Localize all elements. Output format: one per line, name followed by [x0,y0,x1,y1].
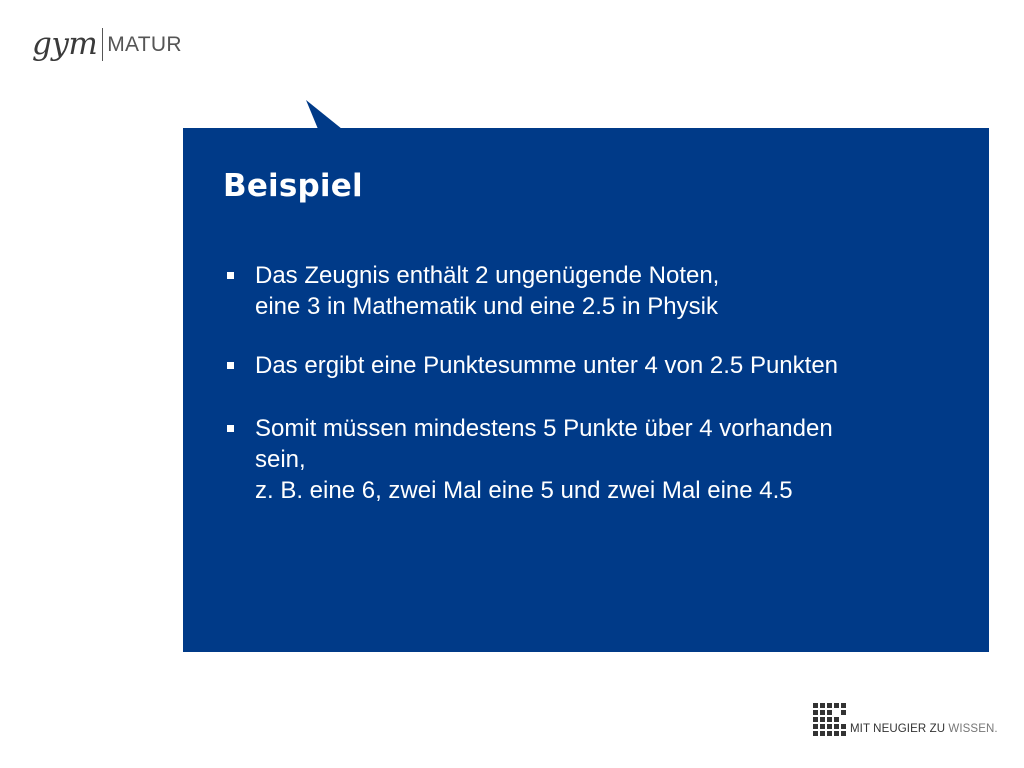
square-bullet-icon [227,362,234,369]
panel-title: Beispiel [223,168,363,204]
tagline-strong: MIT NEUGIER ZU [850,722,946,735]
tagline [850,724,998,737]
bullet-text [255,350,838,381]
bullet-item [227,413,967,506]
bullet-item [227,260,967,322]
square-bullet-icon [227,272,234,279]
square-bullet-icon [227,425,234,432]
dot-grid-dot [834,724,839,729]
bullet-line: eine 3 in Mathematik und eine 2.5 in Physik [255,293,718,320]
dot-grid-dot [834,731,839,736]
dot-grid-dot [813,710,818,715]
dot-grid-dot [841,724,846,729]
logo-gym-text: gym [32,25,98,62]
bullet-line: Das Zeugnis enthält 2 ungenügende Noten, [255,262,720,289]
dot-grid-dot [827,724,832,729]
dot-grid-dot [820,717,825,722]
dot-grid-dot [827,717,832,722]
dot-grid-dot [813,724,818,729]
logo-matur-text: MATUR [107,32,182,56]
dot-grid-dot [820,710,825,715]
dot-grid-dot [813,731,818,736]
bullet-line: sein, [255,446,306,473]
dot-grid-dot [827,710,832,715]
bullet-text [255,413,833,506]
bullet-item [227,350,967,381]
example-panel [183,128,989,652]
dot-grid-dot [813,703,818,708]
dot-grid-dot [827,731,832,736]
dot-grid-dot [841,710,846,715]
bullet-line: Somit müssen mindestens 5 Punkte über 4 vorhanden [255,415,833,442]
dot-grid-dot [841,703,846,708]
bullet-list [227,260,967,534]
bullet-text [255,260,719,322]
dot-grid-dot [820,703,825,708]
tagline-light: WISSEN. [948,722,998,735]
dot-grid-dot [841,731,846,736]
bullet-line: z. B. eine 6, zwei Mal eine 5 und zwei Mal eine 4.5 [255,477,793,504]
footer-brand [813,703,998,736]
dot-grid-dot [827,703,832,708]
dot-grid-dot [820,731,825,736]
dot-grid-dot [820,724,825,729]
dot-grid-dot [834,703,839,708]
bullet-line: Das ergibt eine Punktesumme unter 4 von 2.5 Punkten [255,352,839,379]
dot-grid-dot [813,717,818,722]
dot-grid-dot [834,717,839,722]
dot-grid-icon [813,703,846,736]
